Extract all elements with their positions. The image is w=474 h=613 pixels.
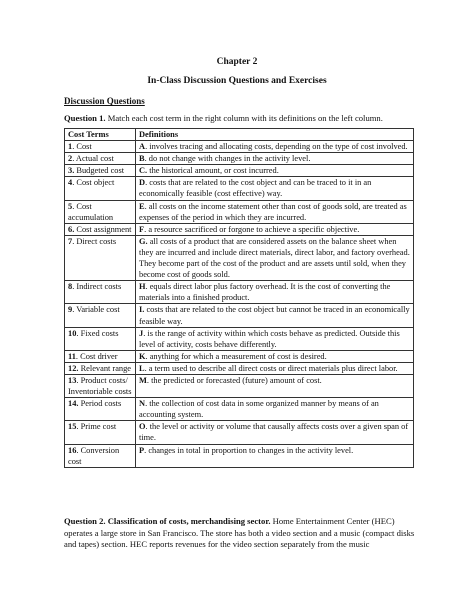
- cost-term-cell: [65, 281, 136, 304]
- term-label: . Cost driver: [75, 351, 118, 361]
- definition-letter: K: [139, 351, 146, 361]
- question-2-lead: Question 2. Classification of costs, merchandising sector.: [64, 516, 271, 526]
- cost-term-cell: [65, 200, 136, 223]
- definition-text: costs that are related to the cost object but cannot be traced in an economically feasible way.: [139, 305, 410, 326]
- definition-letter: G.: [139, 236, 148, 246]
- table-row: [65, 444, 414, 467]
- section-heading: Discussion Questions: [64, 96, 145, 106]
- term-number: 9: [68, 305, 73, 315]
- question-1-label: Question 1.: [64, 113, 106, 123]
- term-number: 13: [68, 375, 77, 385]
- definition-letter: N: [139, 399, 146, 409]
- term-label: . Cost: [72, 142, 92, 152]
- term-number: 15: [68, 422, 77, 432]
- definition-text: all costs of a product that are considered assets on the balance sheet when they are incurred and include direct materials, direct labor, and factory overhead. They become part of the cost of the product and are assets until sold, when they become cost of goods sold.: [139, 236, 410, 280]
- term-label: Period costs: [78, 399, 122, 409]
- cost-term-cell: [65, 223, 136, 235]
- definition-text: . equals direct labor plus factory overhead. It is the cost of converting the materials into a finished product.: [139, 282, 391, 303]
- term-number: 1: [68, 142, 73, 152]
- definition-text: . a term used to describe all direct costs or direct materials plus direct labor.: [144, 363, 398, 373]
- cost-terms-table: [64, 128, 414, 468]
- definition-text: . the level or activity or volume that causally affects costs over a given span of time.: [139, 422, 409, 443]
- question-1: [64, 113, 416, 124]
- question-1-text: Match each cost term in the right column with its definitions on the left column.: [105, 113, 383, 123]
- definition-cell: [136, 374, 414, 397]
- definition-letter: D: [139, 178, 146, 188]
- term-label: . Fixed costs: [76, 328, 119, 338]
- definition-cell: [136, 235, 414, 280]
- table-row: [65, 153, 414, 165]
- definition-text: . anything for which a measurement of cost is desired.: [145, 351, 327, 361]
- cost-term-cell: [65, 165, 136, 177]
- definition-text: . do not change with changes in the activity level.: [144, 154, 311, 164]
- term-number: 2: [68, 154, 73, 164]
- cost-term-cell: [65, 177, 136, 200]
- term-number: 11: [68, 351, 76, 361]
- definition-text: . a resource sacrificed or forgone to achieve a specific objective.: [144, 224, 360, 234]
- definition-cell: [136, 200, 414, 223]
- cost-term-cell: [65, 304, 136, 327]
- table-row: [65, 177, 414, 200]
- document-title: In-Class Discussion Questions and Exercises: [147, 76, 327, 86]
- definition-text: . involves tracing and allocating costs, depending on the type of cost involved.: [145, 142, 408, 152]
- cost-term-cell: [65, 350, 136, 362]
- table-row: [65, 165, 414, 177]
- table-body: [65, 141, 414, 468]
- term-number: 3.: [68, 166, 75, 176]
- definition-text: . changes in total in proportion to changes in the activity level.: [144, 445, 354, 455]
- definition-letter: A: [139, 142, 146, 152]
- header-cost-terms: Cost Terms: [65, 129, 136, 141]
- definition-cell: [136, 165, 414, 177]
- term-label: . Direct costs: [72, 236, 117, 246]
- definition-letter: E: [139, 201, 145, 211]
- term-label: . Conversion cost: [68, 445, 120, 466]
- header-definitions: Definitions: [136, 129, 414, 141]
- definition-cell: [136, 141, 414, 153]
- term-label: . Cost accumulation: [68, 201, 114, 222]
- term-number: 10: [68, 328, 77, 338]
- definition-text: . costs that are related to the cost object and can be traced to it in an economically feasible (cost effective) way.: [139, 178, 372, 199]
- term-label: . Variable cost: [72, 305, 120, 315]
- table-row: [65, 141, 414, 153]
- table-header-row: [65, 129, 414, 141]
- definition-cell: [136, 153, 414, 165]
- definition-cell: [136, 398, 414, 421]
- definition-letter: O: [139, 422, 146, 432]
- definition-letter: L: [139, 363, 145, 373]
- table-row: [65, 421, 414, 444]
- term-number: 12.: [68, 363, 79, 373]
- definition-letter: M: [139, 375, 147, 385]
- table-row: [65, 350, 414, 362]
- table-row: [65, 281, 414, 304]
- definition-text: . is the range of activity within which costs behave as predicted. Outside this level of activity, costs behave differently.: [139, 328, 400, 349]
- term-label: . Actual cost: [72, 154, 114, 164]
- cost-term-cell: [65, 362, 136, 374]
- definition-cell: [136, 304, 414, 327]
- definition-letter: I.: [139, 305, 145, 315]
- cost-term-cell: [65, 235, 136, 280]
- definition-cell: [136, 421, 414, 444]
- definition-letter: C.: [139, 166, 148, 176]
- definition-text: . all costs on the income statement other than cost of goods sold, are treated as expenses of the period in which they are incurred.: [139, 201, 407, 222]
- term-number: 14.: [68, 399, 79, 409]
- term-label: . Cost object: [72, 178, 115, 188]
- definition-letter: P: [139, 445, 145, 455]
- cost-term-cell: [65, 141, 136, 153]
- definition-cell: [136, 281, 414, 304]
- cost-term-cell: [65, 374, 136, 397]
- definition-letter: J: [139, 328, 144, 338]
- table-row: [65, 327, 414, 350]
- term-number: 4: [68, 178, 73, 188]
- chapter-heading: Chapter 2: [216, 57, 258, 67]
- table-row: [65, 362, 414, 374]
- term-number: 6.: [68, 224, 75, 234]
- table-row: [65, 304, 414, 327]
- definition-cell: [136, 444, 414, 467]
- term-number: 5: [68, 201, 73, 211]
- definition-letter: H: [139, 282, 146, 292]
- question-2-text: Home Entertainment Center (HEC) operates a large store in San Francisco. The store has both a video section and a music (compact disks and tapes) section. HEC reports revenues for the video section separately from the music: [64, 516, 415, 550]
- question-2: [64, 516, 416, 551]
- cost-term-cell: [65, 327, 136, 350]
- table-row: [65, 200, 414, 223]
- definition-text: the historical amount, or cost incurred.: [147, 166, 279, 176]
- definition-text: . the collection of cost data in some organized manner by means of an accounting system.: [139, 399, 379, 420]
- term-label: . Product costs/ Inventoriable costs: [68, 375, 132, 397]
- definition-text: . the predicted or forecasted (future) amount of cost.: [146, 375, 322, 385]
- cost-term-cell: [65, 444, 136, 467]
- term-label: Relevant range: [78, 363, 132, 373]
- cost-term-cell: [65, 421, 136, 444]
- term-number: 8: [68, 282, 73, 292]
- term-number: 16: [68, 445, 77, 455]
- cost-term-cell: [65, 398, 136, 421]
- table-row: [65, 398, 414, 421]
- table-row: [65, 223, 414, 235]
- definition-cell: [136, 350, 414, 362]
- term-number: 7: [68, 236, 73, 246]
- term-label: Cost assignment: [74, 224, 132, 234]
- definition-letter: F: [139, 224, 145, 234]
- definition-cell: [136, 362, 414, 374]
- table-row: [65, 374, 414, 397]
- term-label: Budgeted cost: [74, 166, 125, 176]
- term-label: . Prime cost: [76, 422, 117, 432]
- definition-cell: [136, 327, 414, 350]
- definition-cell: [136, 223, 414, 235]
- definition-cell: [136, 177, 414, 200]
- cost-term-cell: [65, 153, 136, 165]
- definition-letter: B: [139, 154, 145, 164]
- table-row: [65, 235, 414, 280]
- term-label: . Indirect costs: [72, 282, 122, 292]
